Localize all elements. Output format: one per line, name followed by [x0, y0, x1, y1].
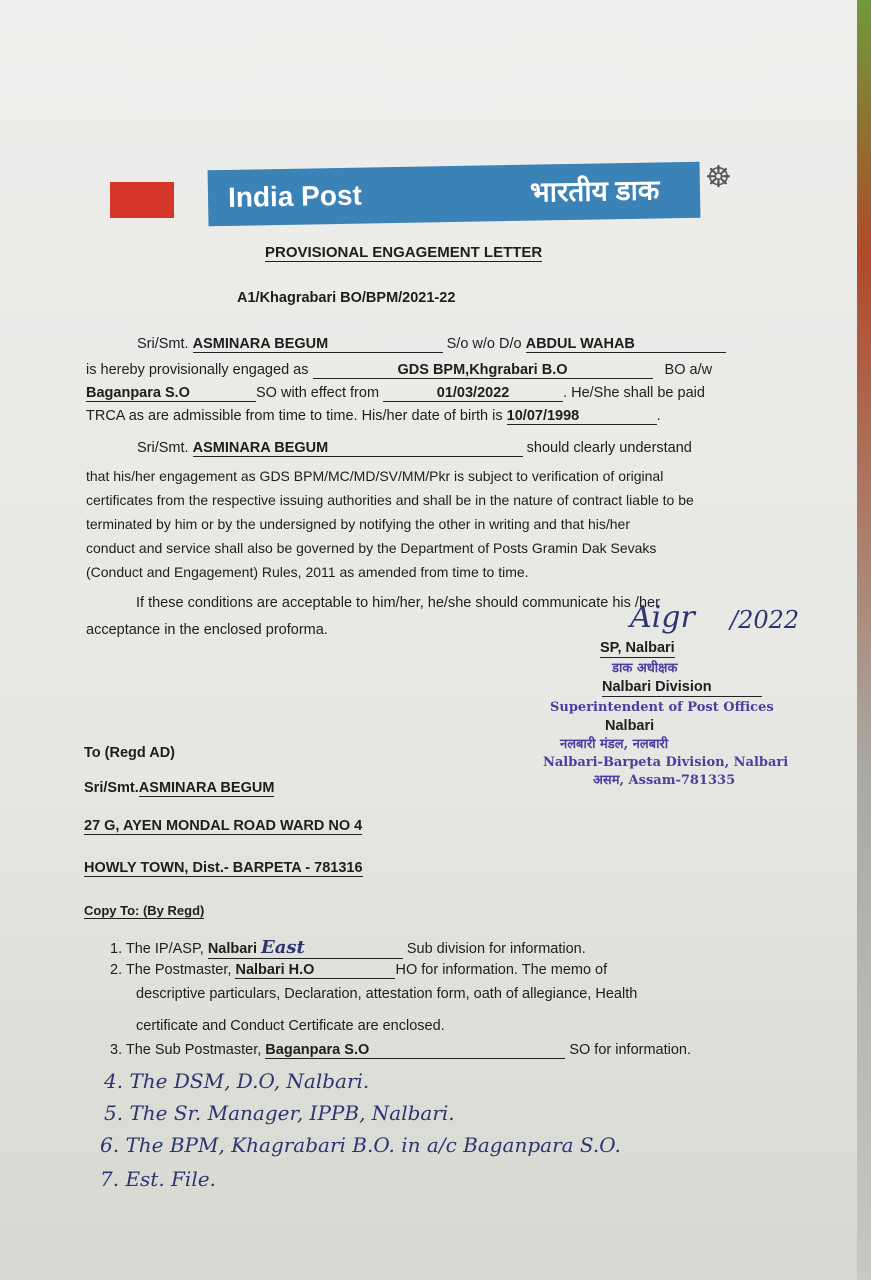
- handwritten-copy-line: 4. The DSM, D.O, Nalbari.: [104, 1069, 370, 1093]
- text-line: acceptance in the enclosed proforma.: [86, 622, 328, 638]
- label: BO a/w: [664, 362, 713, 378]
- handwritten-note: East: [261, 937, 305, 958]
- acceptance-paragraph: [86, 590, 660, 644]
- stamp-line: नलबारी मंडल, नलबारी: [560, 737, 669, 752]
- label: Sri/Smt.: [84, 780, 139, 796]
- label: should clearly understand: [526, 440, 692, 456]
- candidate-name: ASMINARA BEGUM: [193, 440, 523, 457]
- signatory-place: Nalbari: [605, 718, 655, 734]
- handwritten-copy-line: 7. Est. File.: [100, 1167, 216, 1191]
- label: SO with effect from: [256, 385, 380, 401]
- to-label: To (Regd AD): [84, 745, 176, 761]
- candidate-name: ASMINARA BEGUM: [193, 336, 443, 353]
- value: Nalbari: [207, 941, 257, 957]
- signatory-title: SP, Nalbari: [600, 640, 675, 656]
- background-edge: [857, 0, 871, 1280]
- copy-to-label: Copy To: (By Regd): [84, 903, 205, 918]
- sub-postmaster-office: Baganpara S.O: [265, 1042, 565, 1059]
- label: is hereby provisionally engaged as: [86, 362, 309, 378]
- label: S/o w/o D/o: [446, 336, 522, 352]
- conditions-paragraph: [86, 464, 694, 584]
- signatory-division: Nalbari Division: [602, 679, 762, 697]
- label: Sub division for information.: [406, 941, 586, 957]
- india-post-logo: [110, 182, 174, 218]
- header-banner: [208, 162, 701, 227]
- effective-date: 01/03/2022: [383, 385, 563, 402]
- addressee-name: ASMINARA BEGUM: [138, 780, 275, 796]
- letter-title: PROVISIONAL ENGAGEMENT LETTER: [265, 244, 543, 261]
- text-line: certificate and Conduct Certificate are enclosed.: [136, 1018, 445, 1034]
- stamp-line: Nalbari-Barpeta Division, Nalbari: [543, 755, 789, 770]
- ip-asp-office: [208, 937, 403, 959]
- sub-office: Baganpara S.O: [86, 385, 256, 402]
- brand-name: India Post: [227, 179, 363, 213]
- text-line: that his/her engagement as GDS BPM/MC/MD/SV/MM/Pkr is subject to verification of original: [86, 468, 664, 484]
- stamp-line: डाक अधीक्षक: [612, 661, 678, 676]
- postmaster-office: Nalbari H.O: [235, 962, 395, 979]
- signature-date: /2022: [730, 606, 800, 634]
- label: 3. The Sub Postmaster,: [110, 1042, 262, 1058]
- label: . He/She shall be paid: [563, 385, 705, 401]
- handwritten-copy-line: 5. The Sr. Manager, IPPB, Nalbari.: [104, 1101, 455, 1125]
- national-emblem-icon: ☸: [705, 161, 732, 194]
- label: 1. The IP/ASP,: [110, 941, 204, 957]
- post-name: GDS BPM,Khgrabari B.O: [313, 362, 653, 379]
- address-line-1: 27 G, AYEN MONDAL ROAD WARD NO 4: [84, 818, 363, 834]
- stamp-line: असम, Assam-781335: [593, 773, 736, 788]
- text-line: (Conduct and Engagement) Rules, 2011 as amended from time to time.: [86, 564, 529, 580]
- label: HO for information. The memo of: [395, 962, 608, 978]
- stamp-line: Superintendent of Post Offices: [550, 700, 774, 715]
- label: 2. The Postmaster,: [110, 962, 232, 978]
- text-line: descriptive particulars, Declaration, attestation form, oath of allegiance, Health: [136, 986, 638, 1002]
- signature: Aigr: [630, 600, 695, 635]
- label: Sri/Smt.: [137, 440, 189, 456]
- text-line: certificates from the respective issuing authorities and shall be in the nature of contract liable to be: [86, 492, 694, 508]
- text-line: terminated by him or by the undersigned by notifying the other in writing and that his/her: [86, 516, 630, 532]
- reference-number: A1/Khagrabari BO/BPM/2021-22: [237, 290, 456, 306]
- brand-name-hindi: भारतीय डाक: [529, 174, 660, 208]
- address-line-2: HOWLY TOWN, Dist.- BARPETA - 781316: [84, 860, 363, 876]
- label: .: [656, 408, 661, 424]
- text-line: conduct and service shall also be governed by the Department of Posts Gramin Dak Sevaks: [86, 540, 657, 556]
- label: Sri/Smt.: [137, 336, 189, 352]
- text-line: If these conditions are acceptable to him/her, he/she should communicate his /her: [136, 595, 660, 611]
- label: SO for information.: [569, 1042, 692, 1058]
- handwritten-copy-line: 6. The BPM, Khagrabari B.O. in a/c Baganpara S.O.: [100, 1133, 621, 1157]
- label: TRCA as are admissible from time to time. His/her date of birth is: [86, 408, 503, 424]
- date-of-birth: 10/07/1998: [507, 408, 657, 425]
- father-name: ABDUL WAHAB: [526, 336, 726, 353]
